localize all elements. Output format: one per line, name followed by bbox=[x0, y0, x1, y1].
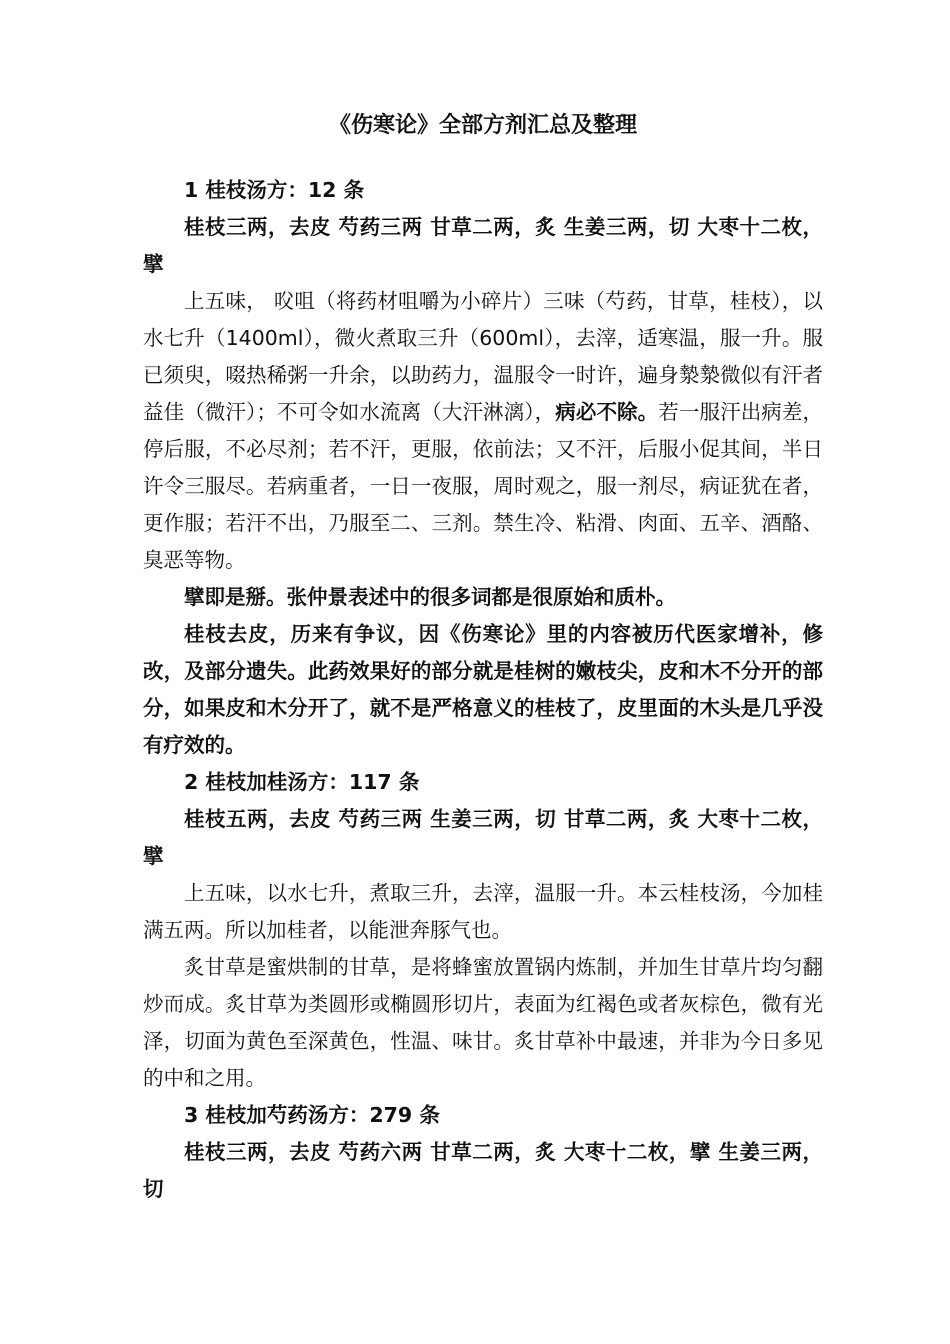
note-paragraph: 桂枝去皮，历来有争议，因《伤寒论》里的内容被历代医家增补，修改，及部分遗失。此药效果好的部分就是桂树的嫩枝尖，皮和木不分开的部分，如果皮和木分开了，就不是严格意义的桂枝了，皮里面的木头是几乎没有疗效的。 bbox=[143, 622, 823, 757]
section-heading: 3 桂枝加芍药汤方：279 条 bbox=[184, 1103, 440, 1127]
method-emphasis: 病必不除。 bbox=[555, 400, 659, 424]
method-text-cont: 若一服汗出病差，停后服，不必尽剂；若不汗，更服，依前法；又不汗，后服小促其间，半日许令三服尽。若病重者，一日一夜服，周时观之，服一剂尽，病证犹在者，更作服；若汗不出，乃服至二、三剂。禁生冷、粘滑、肉面、五辛、酒酪、臭恶等物。 bbox=[143, 400, 824, 572]
method-paragraph bbox=[143, 283, 823, 579]
document-body bbox=[143, 172, 823, 1208]
method-text: 上五味， 㕮咀（将药材咀嚼为小碎片）三味（芍药，甘草，桂枝），以水七升（1400ml），微火煮取三升（600ml），去滓，适寒温，服一升。服已须臾，啜热稀粥一升余，以助药力，温服令一时许，遍身漐漐微似有汗者益佳（微汗）；不可令如水流离（大汗淋漓）， bbox=[143, 289, 823, 424]
note-paragraph: 擘即是掰。张仲景表述中的很多词都是很原始和质朴。 bbox=[184, 585, 676, 609]
note-paragraph: 炙甘草是蜜烘制的甘草，是将蜂蜜放置锅内炼制，并加生甘草片均匀翻炒而成。炙甘草为类圆形或椭圆形切片，表面为红褐色或者灰棕色，微有光泽，切面为黄色至深黄色，性温、味甘。炙甘草补中最速，并非为今日多见的中和之用。 bbox=[143, 955, 823, 1090]
section-heading: 1 桂枝汤方：12 条 bbox=[184, 178, 365, 202]
method-paragraph: 上五味，以水七升，煮取三升，去滓，温服一升。本云桂枝汤，今加桂满五两。所以加桂者，以能泄奔豚气也。 bbox=[143, 881, 823, 942]
document-title: 《伤寒论》全部方剂汇总及整理 bbox=[328, 113, 637, 138]
ingredients-paragraph: 桂枝五两，去皮 芍药三两 生姜三两，切 甘草二两，炙 大枣十二枚，擘 bbox=[143, 807, 823, 868]
section-heading: 2 桂枝加桂汤方：117 条 bbox=[184, 770, 420, 794]
ingredients-paragraph: 桂枝三两，去皮 芍药六两 甘草二两，炙 大枣十二枚，擘 生姜三两，切 bbox=[143, 1140, 823, 1201]
ingredients-paragraph: 桂枝三两，去皮 芍药三两 甘草二两，炙 生姜三两，切 大枣十二枚，擘 bbox=[143, 215, 823, 276]
